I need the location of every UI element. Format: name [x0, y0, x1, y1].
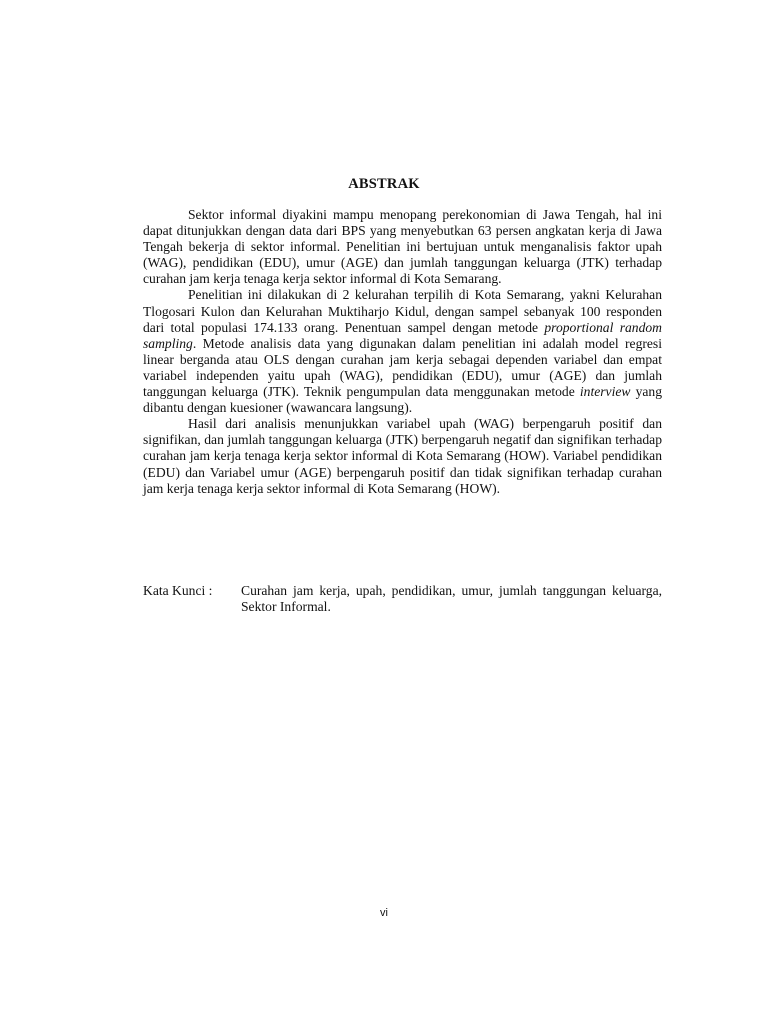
paragraph-3 — [143, 416, 662, 496]
abstract-body — [143, 207, 662, 497]
keywords-text: Curahan jam kerja, upah, pendidikan, umur, jumlah tanggungan keluarga, Sektor Informal. — [241, 583, 662, 615]
page-number: vi — [380, 907, 388, 919]
paragraph-2-text-a: Penelitian ini dilakukan di 2 kelurahan terpilih di Kota Semarang, yakni Kelurahan Tlogosari Kulon dan Kelurahan Muktiharjo Kidul, dengan sampel sebanyak 100 responden dari total populasi 174.133 orang. Penentuan sampel dengan metode — [143, 287, 662, 335]
paragraph-3-text: Hasil dari analisis menunjukkan variabel upah (WAG) berpengaruh positif dan signifikan, dan jumlah tanggungan keluarga (JTK) berpengaruh negatif dan signifikan terhadap curahan jam kerja tenaga kerja sektor informal di Kota Semarang (HOW). Variabel pendidikan (EDU) dan Variabel umur (AGE) berpengaruh positif dan tidak signifikan terhadap curahan jam kerja tenaga kerja sektor informal di Kota Semarang (HOW). — [143, 416, 662, 496]
paragraph-2-text-b: . Metode analisis data yang digunakan dalam penelitian ini adalah model regresi linear berganda atau OLS dengan curahan jam kerja sebagai dependen variabel dan empat variabel independen yaitu upah (WAG), pendidikan (EDU), umur (AGE) dan jumlah tanggungan keluarga (JTK). Teknik pengumpulan data menggunakan metode — [143, 335, 662, 400]
paragraph-2 — [143, 287, 662, 416]
paragraph-2-emphasis-a: proportional random sampling — [143, 319, 662, 351]
abstract-title: ABSTRAK — [348, 176, 420, 192]
paragraph-1 — [143, 207, 662, 287]
keywords-label: Kata Kunci : — [143, 583, 213, 598]
paragraph-1-text: Sektor informal diyakini mampu menopang perekonomian di Jawa Tengah, hal ini dapat ditunjukkan dengan data dari BPS yang menyebutkan 63 persen angkatan kerja di Jawa Tengah bekerja di sektor informal. Penelitian ini bertujuan untuk menganalisis faktor upah (WAG), pendidikan (EDU), umur (AGE) dan jumlah tanggungan keluarga (JTK) terhadap curahan jam kerja tenaga kerja sektor informal di Kota Semarang. — [143, 207, 662, 287]
paragraph-2-emphasis-b: interview — [579, 384, 631, 400]
keywords-block — [143, 583, 662, 615]
paragraph-2-text-c: yang dibantu dengan kuesioner (wawancara langsung). — [143, 384, 662, 416]
